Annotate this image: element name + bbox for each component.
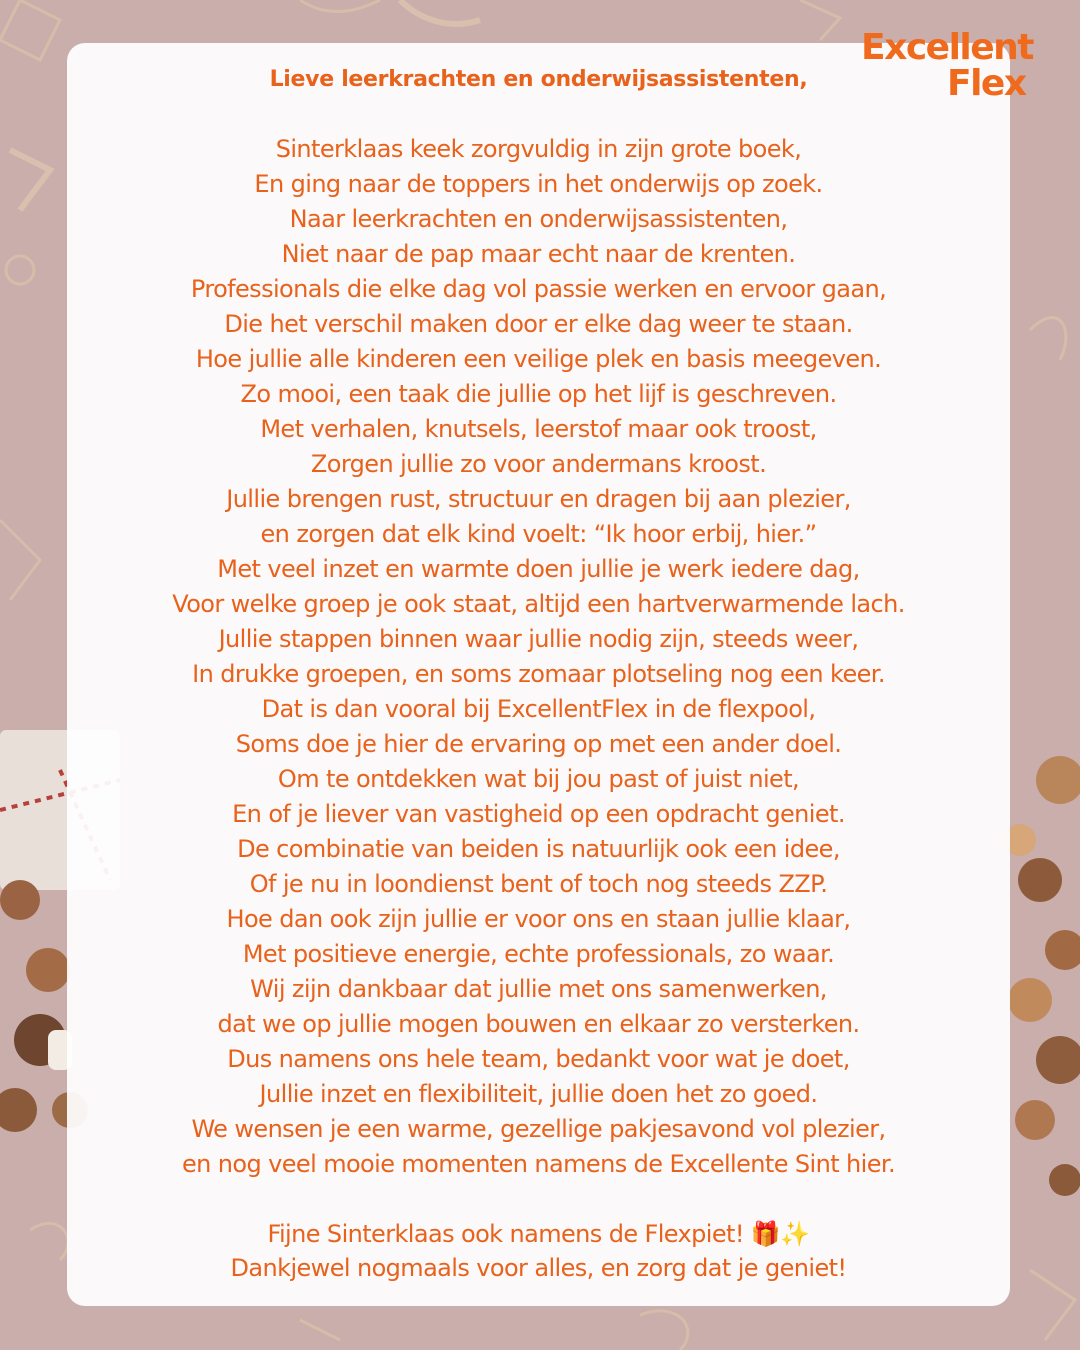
poem <box>67 132 1010 1182</box>
poem-line: Hoe dan ook zijn jullie er voor ons en staan jullie klaar, <box>226 905 851 933</box>
poem-line: dat we op jullie mogen bouwen en elkaar zo versterken. <box>217 1010 860 1038</box>
poem-line: Professionals die elke dag vol passie werken en ervoor gaan, <box>190 275 887 303</box>
poem-line: Om te ontdekken wat bij jou past of juist niet, <box>277 765 800 793</box>
poem-line: We wensen je een warme, gezellige pakjesavond vol plezier, <box>191 1115 886 1143</box>
poem-line: Wij zijn dankbaar dat jullie met ons samenwerken, <box>250 975 827 1003</box>
poem-line: Sinterklaas keek zorgvuldig in zijn grote boek, <box>275 135 802 163</box>
poem-line: Of je nu in loondienst bent of toch nog steeds ZZP. <box>249 870 828 898</box>
poem-line: De combinatie van beiden is natuurlijk ook een idee, <box>237 835 840 863</box>
poem-line: Voor welke groep je ook staat, altijd een hartverwarmende lach. <box>172 590 905 618</box>
poem-line: Dus namens ons hele team, bedankt voor wat je doet, <box>227 1045 850 1073</box>
poem-line: Dat is dan vooral bij ExcellentFlex in de flexpool, <box>261 695 816 723</box>
poem-line: en zorgen dat elk kind voelt: “Ik hoor erbij, hier.” <box>260 520 817 548</box>
closing-wishes <box>67 1217 1010 1285</box>
poem-line: Met verhalen, knutsels, leerstof maar ook troost, <box>260 415 817 443</box>
poem-line: In drukke groepen, en soms zomaar plotseling nog een keer. <box>192 660 885 688</box>
pepernoten-right <box>1004 756 1080 1196</box>
poem-line: Die het verschil maken door er elke dag weer te staan. <box>224 310 853 338</box>
poem-line: Zorgen jullie zo voor andermans kroost. <box>310 450 767 478</box>
closing-line: Dankjewel nogmaals voor alles, en zorg dat je geniet! <box>230 1254 847 1282</box>
poem-line: Hoe jullie alle kinderen een veilige plek en basis meegeven. <box>195 345 882 373</box>
poem-line: En of je liever van vastigheid op een opdracht geniet. <box>232 800 845 828</box>
logo-line-excellent: Excellent <box>861 27 1034 68</box>
poem-line: Soms doe je hier de ervaring op met een ander doel. <box>235 730 842 758</box>
letter-greeting: Lieve leerkrachten en onderwijsassistenten, <box>269 67 808 92</box>
poem-line: Met positieve energie, echte professionals, zo waar. <box>242 940 835 968</box>
logo-line-flex: Flex <box>947 63 1026 104</box>
poem-line: Jullie inzet en flexibiliteit, jullie doen het zo goed. <box>259 1080 818 1108</box>
poem-line: Niet naar de pap maar echt naar de krenten. <box>281 240 796 268</box>
poem-line: Met veel inzet en warmte doen jullie je werk iedere dag, <box>217 555 860 583</box>
poem-line: en nog veel mooie momenten namens de Excellente Sint hier. <box>182 1150 895 1178</box>
poem-line: En ging naar de toppers in het onderwijs op zoek. <box>254 170 823 198</box>
poem-line: Jullie stappen binnen waar jullie nodig zijn, steeds weer, <box>218 625 859 653</box>
closing-line: Fijne Sinterklaas ook namens de Flexpiet! 🎁✨ <box>267 1220 810 1248</box>
poem-line: Jullie brengen rust, structuur en dragen bij aan plezier, <box>226 485 851 513</box>
poem-line: Zo mooi, een taak die jullie op het lijf is geschreven. <box>240 380 837 408</box>
poem-line: Naar leerkrachten en onderwijsassistenten, <box>289 205 788 233</box>
